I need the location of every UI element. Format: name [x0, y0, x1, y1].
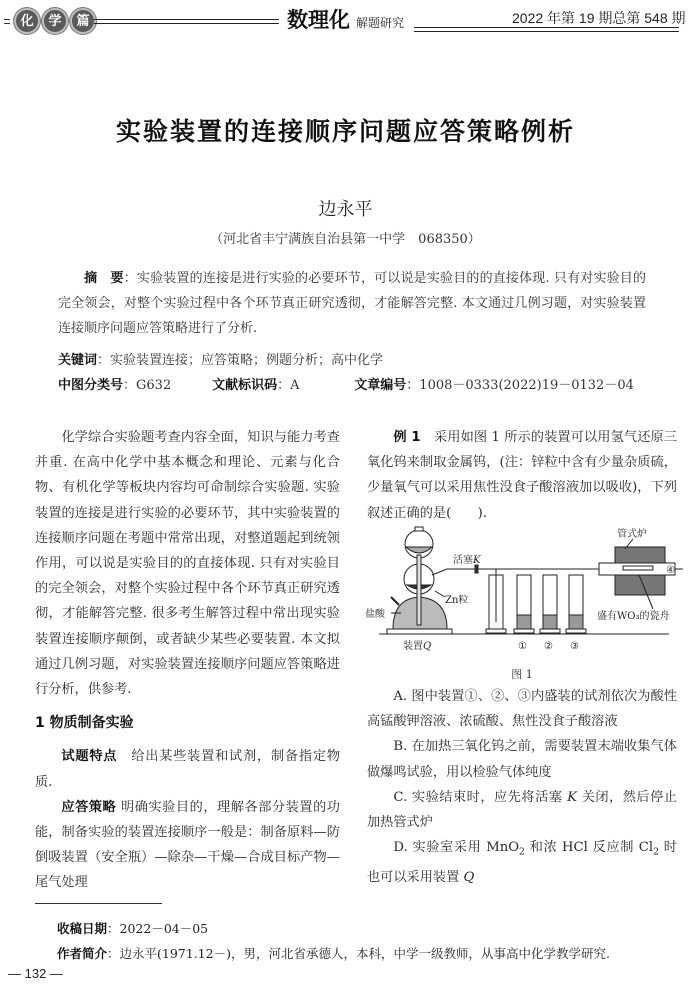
label-boat: 盛有WO₃的瓷舟 — [597, 611, 670, 622]
journal-subtitle: 解题研究 — [356, 16, 405, 30]
header-rule-right — [414, 27, 679, 32]
clc-value: ：G632 — [123, 378, 172, 393]
label-bottle-1: ① — [518, 641, 527, 652]
feature-text: 给出某些装置和试剂，制备指定物质. — [35, 749, 341, 790]
example-paragraph — [367, 425, 677, 526]
abstract — [58, 266, 646, 341]
answer-options — [367, 684, 677, 890]
clc-label: 中图分类号 — [58, 378, 124, 393]
strategy-paragraph — [35, 795, 340, 896]
article-number-value: ：1008－0333(2022)19－0132－04 — [406, 378, 634, 393]
label-apparatus-q: 装置Q — [403, 641, 432, 652]
wash-bottle-3 — [566, 575, 586, 633]
header-dash — [4, 19, 10, 24]
section-badge: 化 — [14, 8, 40, 34]
label-zinc: Zn粒 — [445, 595, 469, 606]
bio-label: 作者简介 — [57, 946, 108, 961]
intro-paragraph: 化学综合实验题考查内容全面，知识与能力考查并重. 在高中化学中基本概念和理论、元素与化合物、有机化学等板块内容均可命制综合实验题. 实验装置的连接是进行实验的必要环节，其中实验装置的连接顺序问题在考题中常常出现，对整道题起到统领作用，可以说是实验目的的直接体现. 只有对实验目的完全领会，对整个实验过程中各个环节真正研究透彻，才能解答完整. 很多考生解答过程中常出现实验装置连接顺序颠倒，或者缺少某些必要装置. 本文拟通过几例习题，对实验装置连接顺序问题应答策略进行分析，供参考. — [35, 430, 340, 698]
keywords — [58, 349, 383, 368]
example-text: 采用如图 1 所示的装置可以用氢气还原三氧化钨来制取金属钨，(注：锌粒中含有少量杂质硫，少量氧气可以采用焦性没食子酸溶液加以吸收)，下列叙述正确的是( ). — [367, 430, 677, 521]
journal-brand: 数理化 — [287, 8, 350, 32]
classification-line — [58, 374, 658, 393]
wash-bottle-1 — [514, 575, 534, 633]
strategy-text: 明确实验目的，理解各部分装置的功能，制备实验的装置连接顺序一般是：制备原料—防倒吸装置（安全瓶）—除杂—干燥—合成目标产物—尾气处理 — [35, 799, 340, 891]
option-c: C. 实验结束时，应先将活塞 K 关闭，然后停止加热管式炉 — [367, 789, 677, 831]
label-bottle-3: ③ — [570, 641, 579, 652]
label-stopcock: 活塞K — [453, 555, 481, 566]
author-name: 边永平 — [318, 199, 373, 220]
section-heading: 1 物质制备实验 — [35, 715, 134, 732]
right-column — [367, 425, 677, 526]
issue-info: 2022 年第 19 期总第 548 期 — [512, 10, 686, 26]
abstract-text: ：实验装置的连接是进行实验的必要环节，可以说是实验目的的直接体现. 只有对实验目的完全领会，对整个实验过程中各个环节真正研究透彻，才能解答完整. 本文通过几例习题，对实验装置连接顺序问题应答策略进行了分析. — [58, 271, 646, 336]
strategy-label: 应答策略 — [61, 799, 117, 815]
received-label: 收稿日期 — [57, 921, 108, 936]
abstract-label: 摘 要 — [84, 271, 124, 286]
section-badge: 学 — [42, 8, 68, 34]
option-d: D. 实验室采用 MnO$_2$ 和浓 HCl 反应制 $Cl_2$ 时也可以采用装置 Q — [367, 840, 677, 886]
received-value: ：2022－04－05 — [107, 921, 209, 936]
bio-value: ：边永平(1971.12－)，男，河北省承德人，本科，中学一级教师，从事高中化学教学研究. — [107, 946, 610, 961]
figure-caption: 图 1 — [511, 668, 533, 681]
received-date — [57, 919, 208, 937]
kipp-generator — [387, 527, 478, 634]
example-label: 例 1 — [393, 430, 421, 445]
section-badge: 篇 — [70, 8, 96, 34]
left-column — [35, 425, 340, 896]
wash-bottle-2 — [540, 575, 560, 633]
page-number: — 132 — — [8, 966, 63, 981]
article-title: 实验装置的连接顺序问题应答策略例析 — [115, 117, 575, 146]
wash-bottle-empty — [486, 569, 506, 633]
keywords-text: ：实验装置连接；应答策略；例题分析；高中化学 — [97, 353, 384, 368]
apparatus-figure — [365, 527, 677, 655]
doc-code-value: ：A — [277, 378, 300, 393]
option-a: A. 图中装置①、②、③内盛装的试剂依次为酸性高锰酸钾溶液、浓硫酸、焦性没食子酸溶液 — [367, 689, 677, 730]
doc-code-label: 文献标识码 — [212, 378, 278, 393]
label-furnace: 管式炉 — [617, 529, 647, 540]
keywords-label: 关键词 — [58, 353, 98, 368]
author-bio — [57, 944, 610, 962]
author-affiliation: （河北省丰宁满族自治县第一中学 068350） — [210, 232, 481, 247]
feature-paragraph — [35, 744, 340, 794]
option-b: B. 在加热三氧化钨之前，需要装置末端收集气体做爆鸣试验，用以检验气体纯度 — [367, 739, 677, 780]
header-rule-left — [94, 19, 279, 24]
leader-zinc — [435, 591, 445, 597]
article-number-label: 文章编号 — [354, 378, 407, 393]
label-bottle-2: ② — [544, 641, 553, 652]
label-acid: 盐酸 — [365, 609, 385, 620]
section-badge-group — [4, 8, 96, 34]
feature-label: 试题特点 — [61, 749, 118, 765]
label-outlet-4: ④ — [666, 565, 675, 576]
footnote-rule — [35, 903, 162, 904]
